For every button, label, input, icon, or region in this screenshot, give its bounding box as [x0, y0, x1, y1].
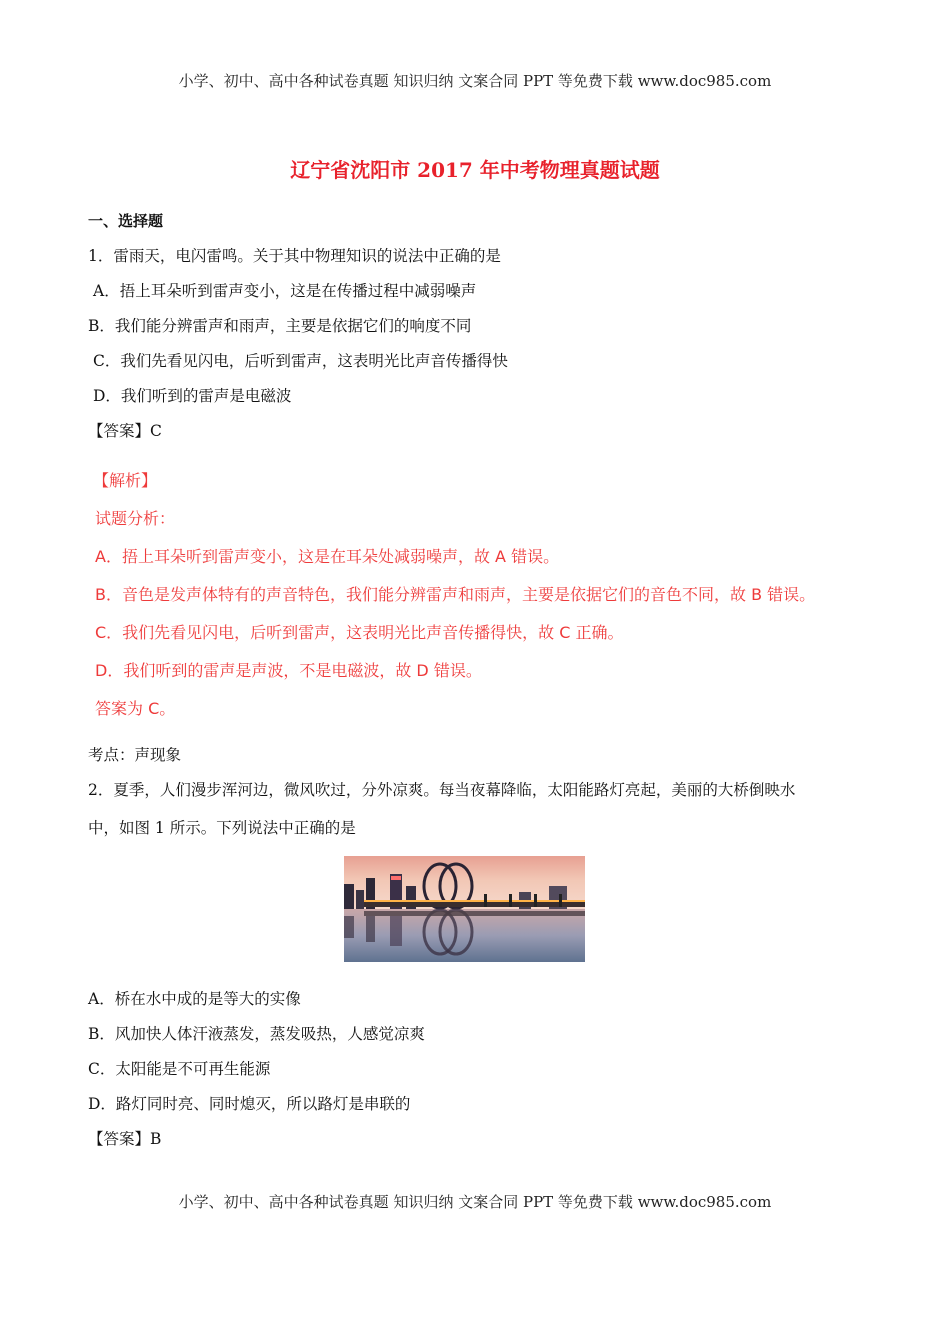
section-heading: 一、选择题 [88, 212, 164, 230]
q2-option-c: C．太阳能是不可再生能源 [88, 1060, 271, 1078]
q2-stem-line1: 2．夏季，人们漫步浑河边，微风吹过，分外凉爽。每当夜幕降临，太阳能路灯亮起，美丽的大桥倒映水 [88, 781, 796, 799]
q1-analysis-intro: 试题分析： [95, 509, 176, 528]
q1-analysis-answer: 答案为 C。 [95, 699, 176, 718]
q2-stem-line2: 中，如图 1 所示。下列说法中正确的是 [88, 819, 356, 837]
q2-option-a: A．桥在水中成的是等大的实像 [88, 990, 301, 1008]
page-header: 小学、初中、高中各种试卷真题 知识归纳 文案合同 PPT 等免费下载 www.doc985.com [178, 72, 772, 90]
q1-analysis-c: C．我们先看见闪电，后听到雷声，这表明光比声音传播得快，故 C 正确。 [95, 623, 624, 642]
q1-analysis-b: B．音色是发声体特有的声音特色，我们能分辨雷声和雨声，主要是依据它们的音色不同，故 B 错误。 [95, 585, 816, 604]
q1-stem: 1．雷雨天，电闪雷鸣。关于其中物理知识的说法中正确的是 [88, 247, 501, 265]
q2-answer: 【答案】B [88, 1130, 162, 1148]
q1-option-a: A．捂上耳朵听到雷声变小，这是在传播过程中减弱噪声 [93, 282, 477, 300]
q1-analysis-d: D．我们听到的雷声是声波，不是电磁波，故 D 错误。 [95, 661, 482, 680]
q1-option-b: B．我们能分辨雷声和雨声，主要是依据它们的响度不同 [88, 317, 472, 335]
q2-option-b: B．风加快人体汗液蒸发，蒸发吸热，人感觉凉爽 [88, 1025, 425, 1043]
q1-answer: 【答案】C [88, 422, 162, 440]
q1-topic: 考点：声现象 [88, 746, 182, 764]
page-footer: 小学、初中、高中各种试卷真题 知识归纳 文案合同 PPT 等免费下载 www.doc985.com [178, 1193, 772, 1211]
q1-analysis-a: A．捂上耳朵听到雷声变小，这是在耳朵处减弱噪声，故 A 错误。 [95, 547, 560, 566]
q1-option-c: C．我们先看见闪电，后听到雷声，这表明光比声音传播得快 [93, 352, 508, 370]
bridge-reflection-photo [344, 856, 585, 962]
q1-analysis-label: 【解析】 [93, 471, 158, 490]
q1-option-d: D．我们听到的雷声是电磁波 [93, 387, 292, 405]
page-title: 辽宁省沈阳市 2017 年中考物理真题试题 [290, 158, 660, 182]
q2-option-d: D．路灯同时亮、同时熄灭，所以路灯是串联的 [88, 1095, 411, 1113]
